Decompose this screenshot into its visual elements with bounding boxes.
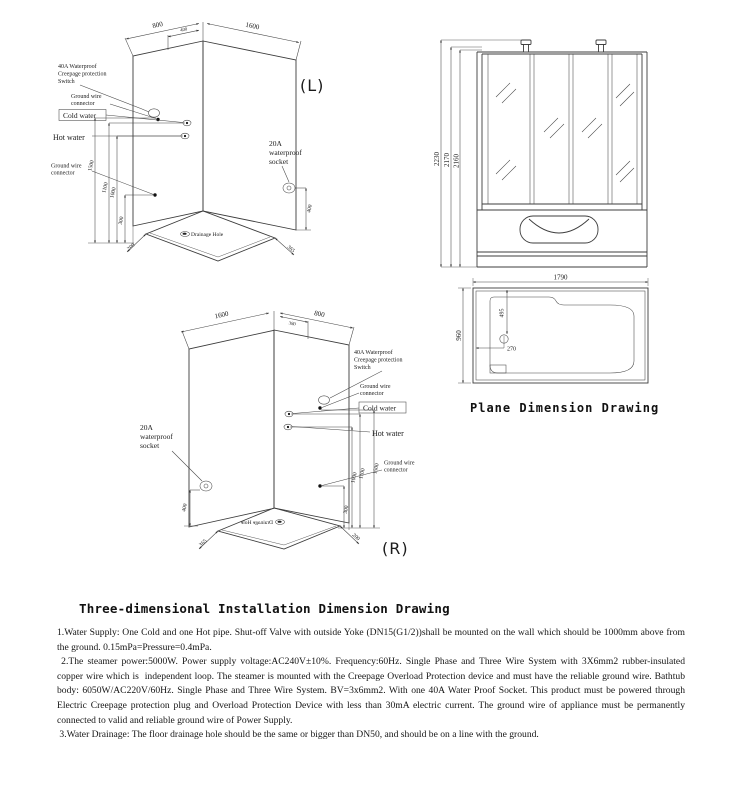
tub-front-handle [520, 216, 598, 243]
tiled-wall-right-800 [274, 330, 349, 523]
creepage-switch-icon [319, 396, 330, 404]
dim-floor-left: 365 [198, 538, 209, 549]
waterproof-socket-icon [200, 481, 212, 491]
ground-connector-dot [318, 406, 321, 409]
svg-text:socket: socket [140, 441, 160, 450]
door-knob-icon [596, 40, 606, 45]
ground-connector-dot [318, 484, 321, 487]
waterproof-socket-icon [283, 183, 295, 193]
leader-lines [80, 85, 289, 195]
top-dimension-lines [125, 22, 301, 60]
dim-height-300: 300 [117, 216, 126, 226]
plan-drawing [446, 270, 716, 402]
dim-2160: 2160 [452, 154, 461, 168]
dim-height-1100: 1100 [358, 467, 367, 480]
dim-495: 495 [499, 308, 506, 318]
drain-label: Drainage Hole [191, 231, 224, 238]
ground-wire-callout: Ground wire [360, 384, 391, 390]
bathtub-outline [473, 288, 648, 383]
svg-text:waterproof: waterproof [140, 432, 173, 441]
view-label-R: (R) [382, 539, 409, 558]
dim-2230: 2230 [433, 152, 441, 166]
dim-1600: 1600 [244, 20, 261, 32]
dim-height-1100: 1100 [101, 181, 110, 194]
dim-380-small: 380 [288, 321, 297, 328]
dim-960: 960 [455, 330, 463, 341]
svg-text:Creepage protection: Creepage protection [58, 71, 107, 78]
glass-door-panels [488, 54, 637, 204]
svg-text:Switch: Switch [354, 365, 371, 371]
tiled-wall-right-1600 [203, 41, 296, 230]
plan-caption: Plane Dimension Drawing [470, 401, 660, 415]
note-water-supply: 1.Water Supply: One Cold and one Hot pipe. Shut-off Valve with outside Yoke (DN15(G1/2))shall be mounted on the wall which should be 1000mm above from the ground. 0.15mPa=Pressure=0.4mPa. [57, 627, 688, 653]
cold-water-callout: Cold water [63, 111, 97, 120]
switch-callout: 40A Waterproof [354, 350, 393, 356]
svg-text:Switch: Switch [58, 79, 75, 85]
creepage-switch-icon [149, 109, 160, 117]
ground-connector-dot [153, 193, 156, 196]
svg-text:connector: connector [51, 170, 75, 177]
page-title: Three-dimensional Installation Dimension Drawing [79, 601, 450, 616]
height-dimension-lines [290, 410, 380, 530]
dim-height-300: 300 [342, 505, 351, 515]
ground-wire-callout: Ground wire [51, 163, 82, 170]
svg-text:connector: connector [360, 391, 384, 397]
dim-2170: 2170 [443, 153, 451, 167]
hot-water-callout: Hot water [372, 429, 404, 438]
dim-height-1000: 1000 [350, 471, 359, 484]
right-3d-drawing [132, 292, 462, 584]
dim-270: 270 [507, 346, 516, 353]
ground-wire-callout: Ground wire [384, 460, 415, 467]
dim-800: 800 [313, 309, 326, 320]
dim-floor-right: 365 [285, 244, 296, 255]
view-label-L: (L) [300, 76, 325, 95]
glass-mark-icon [616, 84, 634, 106]
socket-callout: 20A [269, 139, 282, 148]
dim-height-1500: 1500 [87, 159, 96, 172]
hot-water-callout: Hot water [53, 133, 85, 142]
top-dimension-lines [181, 311, 354, 349]
svg-text:Creepage protection: Creepage protection [354, 357, 403, 364]
dim-floor-right: 200 [350, 532, 361, 543]
dim-socket-height: 400 [181, 503, 189, 513]
dim-floor-left: 200 [126, 242, 137, 253]
dim-height-1500: 1500 [372, 462, 381, 475]
svg-text:connector: connector [71, 101, 95, 107]
wall-fixtures [200, 396, 330, 491]
cold-water-callout: Cold water [363, 403, 397, 413]
glass-mark-icon [496, 83, 516, 103]
glass-mark-icon [544, 118, 564, 138]
note-power: 2.The steamer power:5000W. Power supply voltage:AC240V±10%. Frequency:60Hz. Single Phase and Three Wire System with 3X6mm2 rubber-insulated copper wire which is independent loop. The steamer is mounted with the Creepage Overload Protection device and must have the reliable ground wire. Bathtub body: 6050W/AC220V/60Hz. Single Phase and Three Wire System. BV=3x6mm2. With one 40A Water Proof Socket. This product must be powered through Electric Creepage protection plug and Overload Protection Device with less than 30mA electric current. The ground wire of appliance must be permanently connected to valid and reliable ground wire of Power Supply. [57, 656, 688, 726]
left-3d-drawing [38, 14, 343, 272]
dim-1790: 1790 [553, 273, 568, 282]
leader-lines [172, 371, 382, 486]
height-dimension-lines [88, 118, 185, 245]
drain-label-mirrored: Drainage Hole [240, 520, 273, 526]
glass-mark-icon [496, 160, 516, 180]
svg-text:socket: socket [269, 157, 289, 166]
door-knob-icon [521, 40, 531, 45]
ground-wire-callout: Ground wire [71, 94, 102, 100]
glass-mark-icon [616, 161, 634, 182]
svg-text:connector: connector [384, 467, 408, 474]
tiled-wall-left-1600 [189, 330, 274, 527]
dim-height-1000: 1000 [109, 186, 118, 199]
shower-tray [218, 508, 340, 549]
elevation-drawing [430, 14, 720, 272]
installation-notes [57, 626, 688, 743]
glass-mark-icon [582, 118, 602, 138]
dim-800: 800 [151, 20, 164, 31]
dim-400-small: 400 [179, 27, 188, 34]
ground-connector-dot [156, 118, 159, 121]
svg-text:waterproof: waterproof [269, 148, 302, 157]
elevation-dimension-lines [441, 40, 521, 267]
socket-callout: 20A [140, 423, 153, 432]
dim-socket-height: 400 [306, 204, 314, 214]
dim-1600: 1600 [213, 309, 230, 321]
switch-callout: 40A Waterproof [58, 64, 97, 70]
tiled-wall-left-800 [133, 41, 203, 226]
note-drainage: 3.Water Drainage: The floor drainage hole should be the same or bigger than DN50, and should be on a line with the ground. [57, 729, 539, 741]
